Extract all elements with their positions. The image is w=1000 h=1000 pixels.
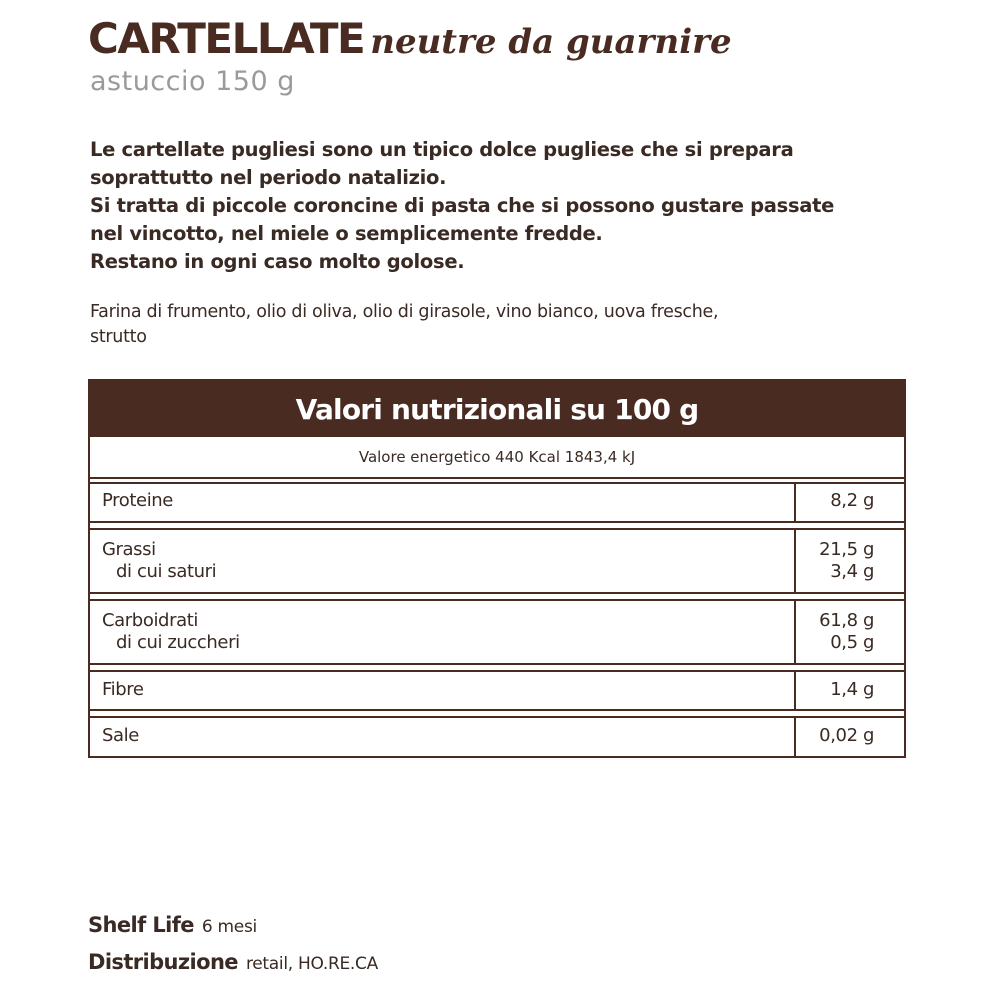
ingredients-line: strutto <box>90 327 147 347</box>
description-line: Si tratta di piccole coroncine di pasta che si possono gustare passate <box>90 194 835 217</box>
nutrient-value: 21,5 g <box>819 539 874 560</box>
nutrition-row-carboidrati <box>90 599 904 665</box>
distribution-value: retail, HO.RE.CA <box>245 954 378 974</box>
ingredients-list <box>90 300 930 350</box>
distribution-label: Distribuzione <box>88 950 238 974</box>
product-subtitle: neutre da guarnire <box>370 22 732 62</box>
nutrient-name: Grassi <box>102 539 156 560</box>
nutrient-subvalue: 3,4 g <box>830 561 874 582</box>
description-line: nel vincotto, nel miele o semplicemente fredde. <box>90 222 603 245</box>
shelf-life-label: Shelf Life <box>88 913 194 937</box>
product-description <box>90 136 930 276</box>
nutrient-name: Sale <box>102 725 139 746</box>
nutrition-row-proteine <box>90 482 904 523</box>
nutrient-name: Fibre <box>102 679 144 700</box>
nutrient-subname: di cui zuccheri <box>116 632 240 653</box>
description-line: soprattutto nel periodo natalizio. <box>90 166 447 189</box>
nutrient-value: 8,2 g <box>830 490 874 511</box>
nutrient-name: Carboidrati <box>102 610 198 631</box>
product-title-block <box>88 14 732 63</box>
nutrient-value: 61,8 g <box>819 610 874 631</box>
description-line: Restano in ogni caso molto golose. <box>90 250 465 273</box>
nutrient-value: 0,02 g <box>819 725 874 746</box>
nutrient-subname: di cui saturi <box>116 561 217 582</box>
nutrition-row-fibre <box>90 670 904 711</box>
description-line: Le cartellate pugliesi sono un tipico dolce pugliese che si prepara <box>90 138 794 161</box>
nutrient-subvalue: 0,5 g <box>830 632 874 653</box>
shelf-life-value: 6 mesi <box>201 917 257 937</box>
distribution <box>88 950 378 974</box>
nutrient-name: Proteine <box>102 490 173 511</box>
energy-value: Valore energetico 440 Kcal 1843,4 kJ <box>90 437 904 479</box>
nutrition-row-grassi <box>90 528 904 594</box>
nutrition-table <box>88 379 906 758</box>
nutrition-header: Valori nutrizionali su 100 g <box>90 381 904 437</box>
nutrient-value: 1,4 g <box>830 679 874 700</box>
package-info: astuccio 150 g <box>90 66 295 97</box>
nutrition-row-sale <box>90 716 904 756</box>
ingredients-line: Farina di frumento, olio di oliva, olio di girasole, vino bianco, uova fresche, <box>90 302 719 322</box>
product-title: CARTELLATE <box>88 14 365 63</box>
shelf-life <box>88 913 257 937</box>
